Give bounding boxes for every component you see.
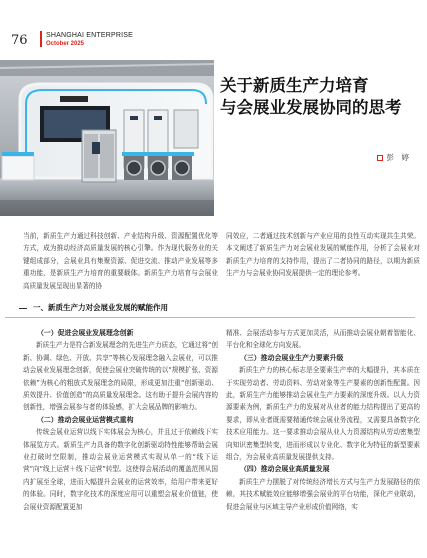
intro-paragraph-right: 同效应，二者通过技术创新与产业应用的良性互动实现共生共荣。本文阐述了新质生产力对会展业发展的赋能作用，分析了会展业对新质生产力培育的支持作用，提出了二者协同的路径，以期为新质生产力与会展业协同发展提供一定的理论参考。 xyxy=(226,232,420,278)
issue-date: October 2025 xyxy=(46,41,85,47)
subheading-4: （四）推动会展业高质量发展 xyxy=(240,465,330,474)
subheading-1: （一）促进会展业发展理念创新 xyxy=(37,329,134,337)
subheading-2: （二）推动会展业运营模式重构 xyxy=(37,415,134,424)
magazine-name: SHANGHAI ENTERPRISE xyxy=(46,32,134,39)
article-title xyxy=(220,75,425,119)
title-line-1: 关于新质生产力培育 xyxy=(220,76,369,95)
section-heading-text: 一、新质生产力对会展业发展的赋能作用 xyxy=(33,303,168,312)
body-column-left xyxy=(23,327,218,513)
author-square-icon xyxy=(377,155,383,161)
paragraph-2: 传统会展业运营以线下实体展会为核心，并且过于依赖线下实体展览方式。新质生产力具备的数字化创新驱动特性能够帮助会展业打破时空限制，推动会展业运营模式实现从单一的“线下运营”向“线上运营＋线下运营”转型。这使得会展活动的覆盖范围从国内扩展至全球，进而大幅提升会展业的运营效率，给用户带来更好的体验。同时，数字化技术的深度应用可以重塑会展业价值链，使会展业资源配置更加 xyxy=(23,428,218,511)
page-number: 76 xyxy=(11,33,28,48)
header-accent-bar xyxy=(40,31,42,47)
exhibition-photo xyxy=(0,60,214,216)
section-heading xyxy=(5,300,415,316)
page-header xyxy=(0,0,427,46)
author-name: 彭 婷 xyxy=(386,153,409,162)
title-line-2: 与会展业发展协同的思考 xyxy=(220,98,402,117)
paragraph-4: 新质生产力摆脱了对传统经济增长方式与生产力发展路径的依赖，其技术赋能效应能够增强会展业的平台功能，深化产业联动，促进会展业与区域主导产业形成价值网络，实 xyxy=(226,477,420,511)
body-column-right xyxy=(226,327,420,513)
heading-rule xyxy=(5,317,415,318)
intro-paragraph-left: 当前，新质生产力通过科技创新、产业结构升级、资源配置优化等方式，成为推动经济高质量发展的核心引擎。作为现代服务业的关键组成部分，会展业具有集聚资源、促进交流、推动产业发展等多重功能，是新质生产力培育的重要载体。新质生产力培育与会展业高质量发展呈现出显著的协 xyxy=(23,232,218,290)
paragraph-3: 新质生产力的核心标志是全要素生产率的大幅提升，其本质在于实现劳动者、劳动资料、劳动对象等生产要素的创新性配置。因此，新质生产力能够推动会展业生产力要素的深度升级。以人力资源要素为例，新质生产力的发展对从业者的能力结构提出了更高的要求，即从业者既需要精通传统会展业务流程，又需要具备数字化技术应用能力。这一要求推动会展从业人力资源结构从劳动密集型向知识密集型转变，进而形成以专业化、数字化为特征的新型要素组合，为会展业高质量发展提供支持。 xyxy=(226,366,420,462)
heading-dash xyxy=(19,308,27,309)
author-byline xyxy=(377,152,410,163)
paragraph-1: 新质生产力是符合新发展理念的先进生产力质态，它通过将“创新、协调、绿色、开放、共享”等核心发展理念融入会展业，可以推动会展业发展理念创新，促使会展业突破传统的以“规模扩张、资源依赖”为核心的粗放式发展理念的局限，形成更加注重“创新驱动、质效提升、价值创造”的高质量发展理念。这有助于提升会展内容的创新性，增强会展参与者的体验感，扩大会展品牌的影响力。 xyxy=(23,341,218,412)
paragraph-2-continued: 精准、会展活动参与方式更加灵活，从而推动会展业朝着智能化、平台化和全球化方向发展。 xyxy=(226,329,420,350)
subheading-3: （三）推动会展业生产力要素升级 xyxy=(240,353,344,362)
